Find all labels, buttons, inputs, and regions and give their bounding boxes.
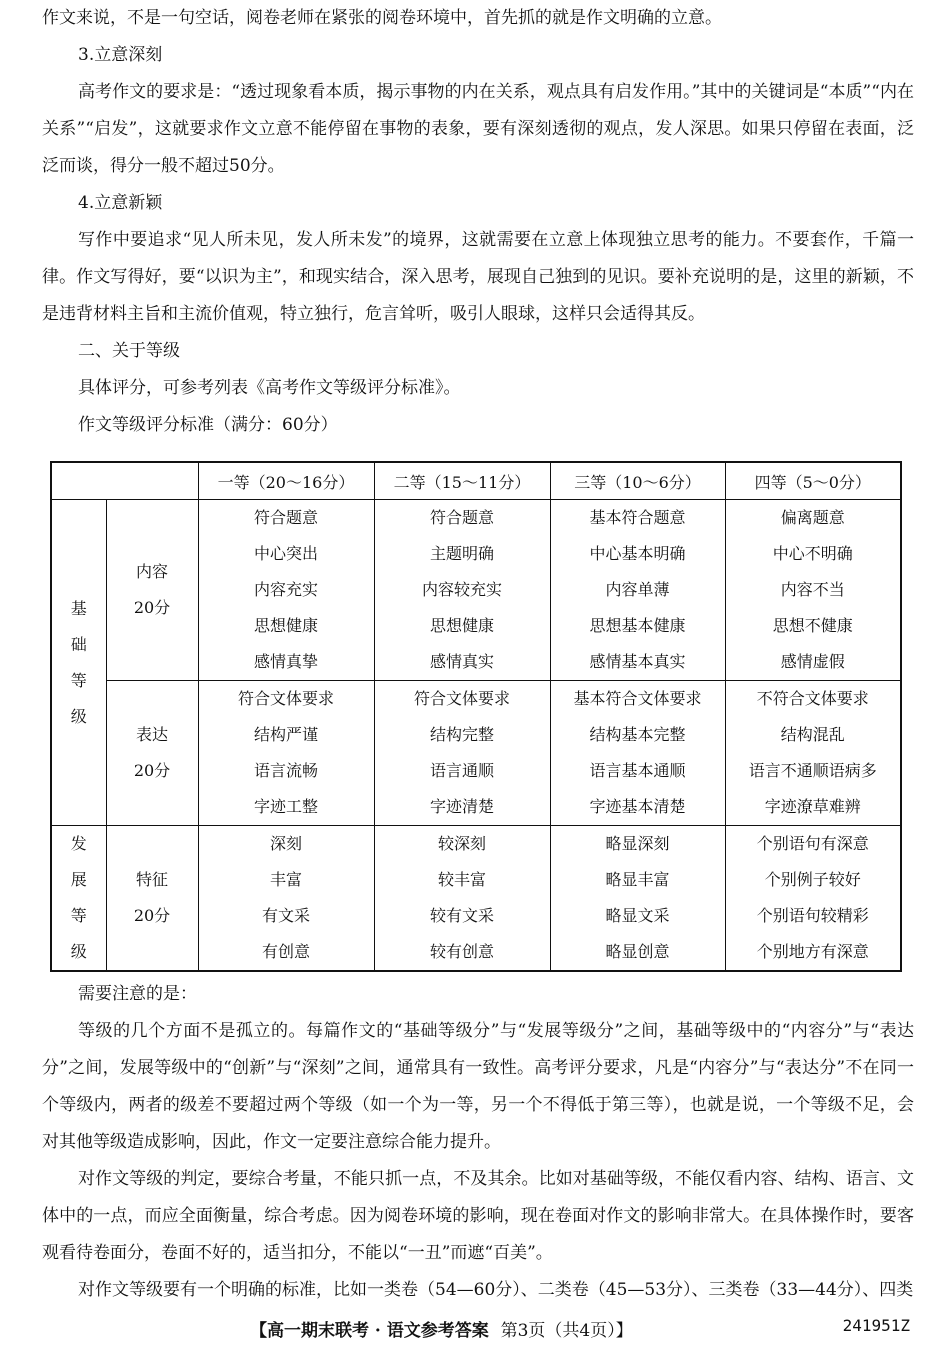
page-footer: [0, 1313, 950, 1343]
table-cell: 符合文体要求 结构严谨 语言流畅 字迹工整: [198, 681, 374, 826]
section-heading: 4.立意新颖: [78, 193, 163, 213]
section-heading: 二、关于等级: [78, 341, 180, 361]
paragraph: 具体评分，可参考列表《高考作文等级评分标准》。: [78, 378, 461, 398]
table-cell: 基本符合文体要求 结构基本完整 语言基本通顺 字迹基本清楚: [550, 681, 725, 826]
header-grade-2: 二等（15～11分）: [374, 462, 550, 500]
category-content: 内容 20分: [106, 500, 198, 681]
table-cell: 基本符合题意 中心基本明确 内容单薄 思想基本健康 感情基本真实: [550, 500, 725, 681]
table-cell: 偏离题意 中心不明确 内容不当 思想不健康 感情虚假: [725, 500, 901, 681]
table-cell: 不符合文体要求 结构混乱 语言不通顺语病多 字迹潦草难辨: [725, 681, 901, 826]
table-cell: 符合题意 中心突出 内容充实 思想健康 感情真挚: [198, 500, 374, 681]
grading-standard-table: [50, 461, 902, 972]
footer-title: 【高一期末联考 · 语文参考答案 第3页（共4页）】: [250, 1321, 633, 1341]
header-grade-4: 四等（5～0分）: [725, 462, 901, 500]
table-header-row: [51, 462, 901, 500]
text-block-top: [42, 0, 914, 444]
page-number: 第3页（共4页）】: [500, 1321, 633, 1341]
header-grade-1: 一等（20～16分）: [198, 462, 374, 500]
paragraph: 需要注意的是：: [78, 984, 197, 1004]
table-cell: 符合题意 主题明确 内容较充实 思想健康 感情真实: [374, 500, 550, 681]
text-block-bottom: [42, 976, 914, 1309]
header-grade-3: 三等（10～6分）: [550, 462, 725, 500]
table-caption: 作文等级评分标准（满分：60分）: [78, 415, 338, 435]
table-cell: 个别语句有深意 个别例子较好 个别语句较精彩 个别地方有深意: [725, 826, 901, 972]
paragraph: 等级的几个方面不是孤立的。每篇作文的“基础等级分”与“发展等级分”之间，基础等级中的“内容分”与“表达分”之间，发展等级中的“创新”与“深刻”之间，通常具有一致性。高考评分要求，凡是“内容分”与“表达分”不在同一个等级内，两者的级差不要超过两个等级（如一个为一等，另一个不得低于第三等），也就是说，一个等级不足，会对其他等级造成影响，因此，作文一定要注意综合能力提升。: [42, 1021, 914, 1152]
table-cell: 深刻 丰富 有文采 有创意: [198, 826, 374, 972]
table-cell: 符合文体要求 结构完整 语言通顺 字迹清楚: [374, 681, 550, 826]
group-label-basic: 基 础 等 级: [51, 500, 106, 826]
header-blank: [51, 462, 198, 500]
paragraph: 写作中要追求“见人所未见，发人所未发”的境界，这就需要在立意上体现独立思考的能力。不要套作，千篇一律。作文写得好，要“以识为主”，和现实结合，深入思考，展现自己独到的见识。要补充说明的是，这里的新颖，不是违背材料主旨和主流价值观，特立独行，危言耸听，吸引人眼球，这样只会适得其反。: [42, 230, 914, 324]
table-row: [51, 500, 901, 681]
table-row: [51, 826, 901, 972]
category-feature: 特征 20分: [106, 826, 198, 972]
table-cell: 略显深刻 略显丰富 略显文采 略显创意: [550, 826, 725, 972]
group-label-development: 发 展 等 级: [51, 826, 106, 972]
paragraph: 对作文等级要有一个明确的标准，比如一类卷（54—60分）、二类卷（45—53分）、三类卷（33—44分）、四类: [78, 1280, 914, 1300]
table-row: [51, 681, 901, 826]
paragraph: 作文来说，不是一句空话，阅卷老师在紧张的阅卷环境中，首先抓的就是作文明确的立意。: [42, 8, 722, 28]
paragraph: 对作文等级的判定，要综合考量，不能只抓一点，不及其余。比如对基础等级，不能仅看内容、结构、语言、文体中的一点，而应全面衡量，综合考虑。因为阅卷环境的影响，现在卷面对作文的影响非常大。在具体操作时，要客观看待卷面分，卷面不好的，适当扣分，不能以“一丑”而遮“百美”。: [42, 1169, 914, 1263]
paragraph: 高考作文的要求是：“透过现象看本质，揭示事物的内在关系，观点具有启发作用。”其中的关键词是“本质”“内在关系”“启发”，这就要求作文立意不能停留在事物的表象，要有深刻透彻的观点，发人深思。如果只停留在表面，泛泛而谈，得分一般不超过50分。: [42, 82, 914, 176]
category-expression: 表达 20分: [106, 681, 198, 826]
table-cell: 较深刻 较丰富 较有文采 较有创意: [374, 826, 550, 972]
section-heading: 3.立意深刻: [78, 45, 163, 65]
document-code: 241951Z: [842, 1316, 910, 1335]
